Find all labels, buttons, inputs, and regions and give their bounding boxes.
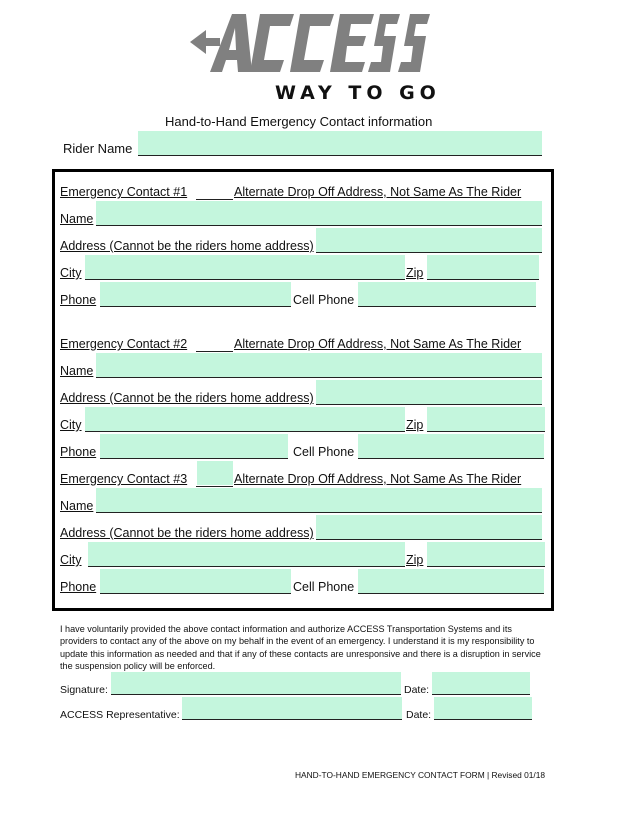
cell-underline: [358, 593, 544, 594]
heading-gap-underline: [196, 351, 233, 352]
contact2-name-field[interactable]: [96, 353, 542, 377]
phone-label: Phone: [60, 580, 97, 594]
name-label: Name: [60, 499, 94, 513]
name-underline: [96, 512, 542, 513]
contact3-name-field[interactable]: [96, 488, 542, 512]
name-label: Name: [60, 212, 94, 226]
rep-date-underline: [434, 719, 532, 720]
heading-gap-underline: [196, 486, 233, 487]
address-label: Address (Cannot be the riders home address): [60, 239, 314, 253]
contact1-cell-field[interactable]: [358, 282, 536, 306]
address-underline: [316, 252, 542, 253]
zip-label: Zip: [406, 418, 424, 432]
name-label: Name: [60, 364, 94, 378]
city-label: City: [60, 553, 82, 567]
phone-label: Phone: [60, 445, 97, 459]
contact2-zip-field[interactable]: [427, 407, 545, 431]
rider-name-label: Rider Name: [63, 141, 133, 156]
address-underline: [316, 404, 542, 405]
rider-name-underline: [138, 155, 542, 156]
form-footer: HAND-TO-HAND EMERGENCY CONTACT FORM | Revised 01/18: [295, 770, 546, 780]
contact3-zip-field[interactable]: [427, 542, 545, 566]
phone-label: Phone: [60, 293, 97, 307]
contact3-city-field[interactable]: [88, 542, 405, 566]
contact1-name-field[interactable]: [96, 201, 542, 225]
zip-underline: [427, 566, 545, 567]
heading-gap-underline: [196, 199, 233, 200]
signature-date-field[interactable]: [432, 672, 530, 695]
phone-underline: [100, 458, 288, 459]
cell-phone-label: Cell Phone: [293, 293, 355, 307]
zip-label: Zip: [406, 553, 424, 567]
representative-label: ACCESS Representative:: [60, 709, 180, 721]
cell-underline: [358, 306, 536, 307]
contact1-city-field[interactable]: [85, 255, 405, 279]
zip-underline: [427, 279, 539, 280]
zip-underline: [427, 431, 545, 432]
contact1-zip-field[interactable]: [427, 255, 539, 279]
contact1-phone-field[interactable]: [100, 282, 291, 306]
zip-label: Zip: [406, 266, 424, 280]
signature-underline: [111, 694, 401, 695]
signature-field[interactable]: [111, 672, 401, 695]
contact2-cell-field[interactable]: [358, 434, 544, 458]
address-label: Address (Cannot be the riders home address): [60, 391, 314, 405]
phone-underline: [100, 306, 291, 307]
contact-heading: Emergency Contact #1: [60, 185, 188, 199]
arrow-icon: [190, 30, 220, 54]
rep-date-label: Date:: [406, 709, 432, 721]
representative-field[interactable]: [182, 697, 402, 720]
name-underline: [96, 377, 542, 378]
contact-heading: Emergency Contact #2: [60, 337, 188, 351]
cell-phone-label: Cell Phone: [293, 580, 355, 594]
contact-heading: Emergency Contact #3: [60, 472, 188, 486]
contact2-phone-field[interactable]: [100, 434, 288, 458]
logo-tagline: WAY TO GO: [275, 82, 441, 104]
heading-gap-field[interactable]: [197, 461, 233, 485]
city-label: City: [60, 266, 82, 280]
access-logo: [190, 8, 441, 104]
alternate-address-heading: Alternate Drop Off Address, Not Same As The Rider: [234, 337, 522, 351]
cell-phone-label: Cell Phone: [293, 445, 355, 459]
city-underline: [85, 431, 405, 432]
consent-paragraph: I have voluntarily provided the above contact information and authorize ACCESS Transportation Systems and its providers to contact any of the above on my behalf in the event of an emergency. I understand it is my responsibility to update this information as needed and that if any of these contacts are unresponsive and there is a disruption in service the suspension policy will be enforced.: [60, 624, 541, 672]
signature-label: Signature:: [60, 684, 108, 696]
phone-underline: [100, 593, 291, 594]
access-wordmark-logo: [190, 8, 430, 78]
cell-underline: [358, 458, 544, 459]
address-label: Address (Cannot be the riders home address): [60, 526, 314, 540]
city-underline: [85, 279, 405, 280]
date-underline: [432, 694, 530, 695]
contact2-address-field[interactable]: [316, 380, 542, 404]
contact3-address-field[interactable]: [316, 515, 542, 539]
alternate-address-heading: Alternate Drop Off Address, Not Same As The Rider: [234, 472, 522, 486]
contact2-city-field[interactable]: [85, 407, 405, 431]
representative-date-field[interactable]: [434, 697, 532, 720]
city-underline: [88, 566, 405, 567]
form-title: Hand-to-Hand Emergency Contact information: [165, 114, 433, 129]
date-label: Date:: [404, 684, 430, 696]
city-label: City: [60, 418, 82, 432]
alternate-address-heading: Alternate Drop Off Address, Not Same As The Rider: [234, 185, 522, 199]
contact3-phone-field[interactable]: [100, 569, 291, 593]
contact1-address-field[interactable]: [316, 228, 542, 252]
rider-name-field[interactable]: [138, 131, 542, 156]
address-underline: [316, 539, 542, 540]
representative-underline: [182, 719, 402, 720]
contact3-cell-field[interactable]: [358, 569, 544, 593]
name-underline: [96, 225, 542, 226]
